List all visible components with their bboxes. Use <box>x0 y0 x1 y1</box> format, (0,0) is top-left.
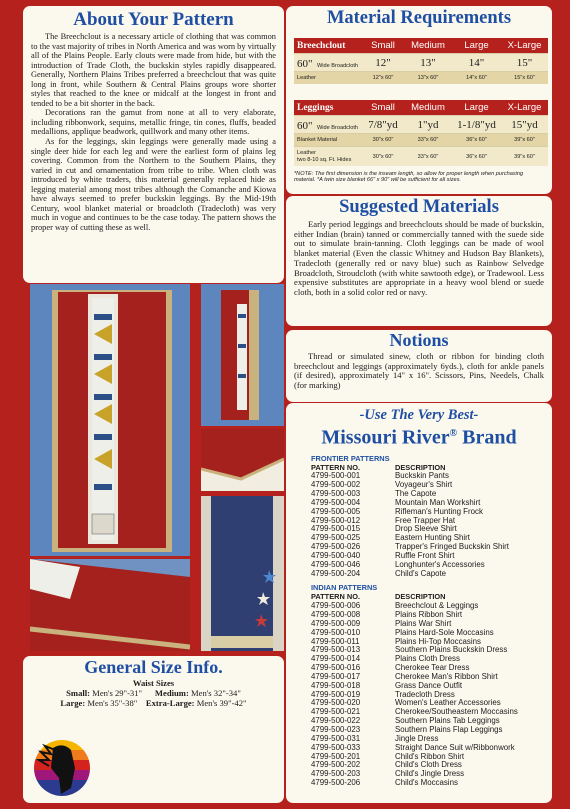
brand-slogan: -Use The Very Best- <box>359 407 479 423</box>
row-sublabel: Wide Broadcloth <box>316 124 358 131</box>
pattern-description: Grass Dance Outfit <box>395 680 463 690</box>
table-row <box>294 133 548 146</box>
leggings-table-header <box>294 100 548 115</box>
pattern-description: Child's Cloth Dress <box>395 760 462 770</box>
table-header-cell: Leggings <box>297 102 334 113</box>
pattern-number: 4799-500-012 <box>311 515 361 525</box>
pattern-number: 4799-500-020 <box>311 698 361 708</box>
table-header-cell: Large <box>464 40 489 51</box>
pattern-description: Southern Plains Flap Leggings <box>395 724 503 734</box>
pattern-description: Cherokee Man's Ribbon Shirt <box>395 671 498 681</box>
pattern-number: 4799-500-206 <box>311 778 361 788</box>
pattern-row <box>311 779 552 788</box>
pattern-description: Child's Capote <box>395 568 447 578</box>
frontier-pattern-rows <box>311 472 552 578</box>
row-label: 60" <box>297 57 313 70</box>
table-header-cell: Breechclout <box>297 40 346 51</box>
pattern-description: Free Trapper Hat <box>395 515 456 525</box>
pattern-catalog-panel <box>286 403 552 803</box>
pattern-number: 4799-500-201 <box>311 751 361 761</box>
table-cell: 1"yd <box>417 118 439 131</box>
pattern-number: 4799-500-021 <box>311 707 361 717</box>
pattern-description: Cherokee/Southeastern Moccasins <box>395 707 518 717</box>
size-small-label: Small: <box>66 688 91 698</box>
pattern-number: 4799-500-203 <box>311 769 361 779</box>
size-medium-label: Medium: <box>154 688 189 698</box>
size-info-title: General Size Info. <box>84 657 223 677</box>
size-small-value: Men's 29"-31" <box>92 688 143 698</box>
size-xlarge-label: Extra-Large: <box>145 698 195 708</box>
pattern-number: 4799-500-031 <box>311 733 361 743</box>
pattern-description: The Capote <box>395 489 437 499</box>
pattern-number: 4799-500-023 <box>311 724 361 734</box>
table-cell: 12" <box>375 56 391 69</box>
table-header-cell: Small <box>371 102 395 113</box>
pattern-number: 4799-500-013 <box>311 645 361 655</box>
waist-sizes <box>23 678 284 708</box>
table-cell: 15"yd <box>511 118 538 131</box>
sunset-warrior-logo <box>31 738 93 798</box>
row-sublabel: Wide Broadcloth <box>316 62 358 69</box>
breechclout-table-header <box>294 38 548 53</box>
pattern-number: 4799-500-033 <box>311 742 361 752</box>
photo-navy-legging <box>201 496 284 651</box>
pattern-number: 4799-500-026 <box>311 542 361 552</box>
pattern-description: Mountain Man Workshirt <box>395 497 481 507</box>
pattern-number: 4799-500-005 <box>311 506 361 516</box>
pattern-number: 4799-500-014 <box>311 654 361 664</box>
pattern-number: 4799-500-002 <box>311 480 361 490</box>
column-header-description: DESCRIPTION <box>395 462 446 472</box>
table-cell: 39"x 60" <box>514 137 535 143</box>
indian-patterns-heading: INDIAN PATTERNS <box>311 583 378 593</box>
table-cell: 13"x 60" <box>417 75 439 81</box>
photo-legging <box>201 284 284 426</box>
pattern-number: 4799-500-006 <box>311 601 361 611</box>
pattern-number: 4799-500-001 <box>311 471 361 481</box>
pattern-description: Rifleman's Hunting Frock <box>395 506 483 516</box>
pattern-description: Plains Hard-Sole Moccasins <box>395 627 494 637</box>
pattern-number: 4799-500-046 <box>311 559 361 569</box>
brand-name-text: Missouri River <box>321 426 450 449</box>
table-header-cell: Small <box>371 40 395 51</box>
table-cell: 36"x 60" <box>466 137 487 143</box>
table-cell: 33"x 60" <box>417 137 439 143</box>
material-requirements-title: Material Requirements <box>326 8 512 28</box>
pattern-description: Longhunter's Accessories <box>395 559 485 569</box>
about-paragraph: The Breechclout is a necessary article of clothing that was common to the vast majority of tribes in North America and was worn by virtually all of the Plains People. Early clouts were made from hide, but with the introduction of Trade Cloth, the buckskin styles rapidly disappeared. Generally, Northern Plains Tribes preferred a breechclout that was quite long in front, while Southern & Central Plains groups wore shorter styles that reached to the knee or midcalf at the longest in front and tended to be a bit shorter in the back. <box>31 32 276 108</box>
notions-panel <box>286 330 552 402</box>
pattern-description: Southern Plains Buckskin Dress <box>395 645 508 655</box>
pattern-description: Ruffle Front Shirt <box>395 550 455 560</box>
about-title: About Your Pattern <box>73 9 234 30</box>
size-medium-value: Men's 32"-34" <box>190 688 241 698</box>
table-cell: 12"x 60" <box>372 75 394 81</box>
pattern-number: 4799-500-019 <box>311 689 361 699</box>
table-cell: 36"x 60" <box>466 153 487 160</box>
pattern-description: Buckskin Pants <box>395 471 449 481</box>
column-header-pattern-no: PATTERN NO. <box>311 462 360 472</box>
table-cell: 14" <box>468 56 485 69</box>
notions-text: Thread or simulated sinew, cloth or ribbon for binding cloth breechclout and leggings (approximately 6yds.), cloth for ankle panels (if desired), approximately 14" x 16". Scissors, Pins, Needels, Chalk (for marking) <box>294 351 544 391</box>
column-header-description: DESCRIPTION <box>395 592 446 602</box>
table-row <box>294 146 548 166</box>
size-large-label: Large: <box>60 698 86 708</box>
size-large-value: Men's 35"-38" <box>87 698 138 708</box>
pattern-description: Child's Jingle Dress <box>395 769 465 779</box>
pattern-description: Tradecloth Dress <box>395 689 455 699</box>
frontier-patterns-heading: FRONTIER PATTERNS <box>311 453 390 463</box>
pattern-description: Breechclout & Leggings <box>395 601 479 611</box>
pattern-description: Trapper's Fringed Buckskin Shirt <box>395 542 509 552</box>
table-header-cell: X-Large <box>507 102 542 113</box>
row-label: Leather <box>297 75 316 81</box>
pattern-number: 4799-500-202 <box>311 760 361 770</box>
photo-collage <box>23 284 284 654</box>
leggings-table <box>294 100 548 166</box>
notions-title: Notions <box>389 330 449 350</box>
size-info-panel <box>23 656 284 803</box>
table-header-cell: X-Large <box>507 40 542 51</box>
column-header-pattern-no: PATTERN NO. <box>311 592 360 602</box>
waist-sizes-title: Waist Sizes <box>132 678 175 688</box>
table-cell: 30"x 60" <box>372 137 394 143</box>
pattern-number: 4799-500-003 <box>311 489 361 499</box>
suggested-materials-title: Suggested Materials <box>339 197 499 217</box>
about-text <box>23 32 284 232</box>
photo-beaded-panel <box>30 559 190 651</box>
pattern-number: 4799-500-204 <box>311 568 361 578</box>
table-cell: 7/8"yd <box>368 118 398 131</box>
table-header-cell: Large <box>464 102 489 113</box>
photo-breechclout <box>30 284 190 556</box>
table-cell: 33"x 60" <box>417 153 439 160</box>
pattern-number: 4799-500-010 <box>311 627 361 637</box>
pattern-number: 4799-500-015 <box>311 524 361 534</box>
table-cell: 14"x 60" <box>466 75 487 81</box>
pattern-number: 4799-500-022 <box>311 716 361 726</box>
pattern-description: Plains War Shirt <box>395 618 452 628</box>
pattern-description: Plains Cloth Dress <box>395 654 460 664</box>
suggested-materials-text: Early period leggings and breechclouts should be made of buckskin, either Indian (brain) tanned or commercially tanned with the suede side out to simulate brain-tanning. Cloth leggings can be made of wool blanket material (Even the classic Whitney and Hudson Bay Blankets), Tradecloth (generally red or navy blue) such as Rainbow Selvedge Broadcloth, Stroudcloth (with white sawtooth edge), or Tradewool. Less expensive substitutes are appropriate in a heavy wool blend or suede cloth, both in a solid color red or navy. <box>294 219 544 297</box>
table-cell: 15"x 60" <box>514 75 535 81</box>
pattern-number: 4799-500-008 <box>311 610 361 619</box>
breechclout-table <box>294 38 548 84</box>
photo-fabric-corner <box>201 429 284 491</box>
pattern-description: Drop Sleeve Shirt <box>395 524 457 534</box>
pattern-description: Child's Ribbon Shirt <box>395 751 465 761</box>
pattern-description: Straight Dance Suit w/Ribbonwork <box>395 742 515 752</box>
pattern-row <box>311 570 552 579</box>
pattern-number: 4799-500-004 <box>311 497 361 507</box>
pattern-description: Eastern Hunting Shirt <box>395 533 470 543</box>
table-cell: 30"x 60" <box>372 153 394 160</box>
row-label: Leather <box>297 150 316 156</box>
table-header-cell: Medium <box>411 40 445 51</box>
pattern-number: 4799-500-011 <box>311 636 360 646</box>
pattern-number: 4799-500-017 <box>311 671 361 681</box>
table-row <box>294 115 548 133</box>
pattern-description: Plains Hi-Top Moccasins <box>395 636 481 646</box>
table-row <box>294 71 548 84</box>
brand-name <box>286 424 552 448</box>
table-cell: 13" <box>420 56 436 69</box>
table-cell: 39"x 60" <box>514 153 535 160</box>
pattern-description: Child's Moccasins <box>395 778 458 788</box>
table-cell: 15" <box>516 56 533 69</box>
pattern-description: Plains Ribbon Shirt <box>395 610 463 619</box>
pattern-number: 4799-500-016 <box>311 663 361 673</box>
row-label: Blanket Material <box>297 137 338 143</box>
indian-pattern-rows <box>311 602 552 788</box>
pattern-number: 4799-500-040 <box>311 550 361 560</box>
table-cell: 1-1/8"yd <box>457 118 496 131</box>
about-paragraph: Decorations ran the gamut from none at all to very elaborate, including ribbonwork, sequins, metallic fringe, tin cones, fluffs, beaded medallions, applique beadwork, quillwork and many other items. <box>31 108 276 137</box>
pattern-description: Voyageur's Shirt <box>395 480 453 490</box>
row-sublabel: two 8-10 sq. Ft. Hides <box>297 156 352 163</box>
table-row <box>294 53 548 71</box>
about-paragraph: As for the leggings, skin leggings were generally made using a single deer hide for each leg and were the earliest form of plains leg covering. Common from the Northern to the Southern Plains, they varied in cut and ornamentation from tribe to tribe. When cloth was introduced by white traders, this material generally replaced hide as legging material among most tribes although the Comanche and Kiowa have always seemed to prefer buckskin leggings. By the Mid-19th Century, wool blanket material or broadcloth (Tradecloth) was very much in vogue and continues to be the case today. The pattern shows the proper way of cutting these as well. <box>31 137 276 232</box>
pattern-number: 4799-500-025 <box>311 533 361 543</box>
pattern-description: Southern Plains Tab Leggings <box>395 716 500 726</box>
row-label: 60" <box>297 119 313 132</box>
pattern-description: Women's Leather Accessories <box>395 698 501 708</box>
pattern-description: Cherokee Tear Dress <box>395 663 470 673</box>
suggested-materials-panel <box>286 196 552 326</box>
about-panel <box>23 6 284 283</box>
registered-mark: ® <box>449 428 458 439</box>
material-note: *NOTE: The first dimension is the inseam length, so allow for proper length when purchasing material. *A twin size blanket 66" x 90" will be sufficient for all sizes. <box>294 171 524 184</box>
material-requirements-panel <box>286 6 552 194</box>
pattern-list <box>286 455 552 788</box>
pattern-number: 4799-500-009 <box>311 618 361 628</box>
pattern-number: 4799-500-018 <box>311 680 361 690</box>
brand-suffix: Brand <box>457 426 517 449</box>
table-header-cell: Medium <box>411 102 445 113</box>
pattern-description: Jingle Dress <box>395 733 439 743</box>
size-xlarge-value: Men's 39"-42" <box>196 698 247 708</box>
